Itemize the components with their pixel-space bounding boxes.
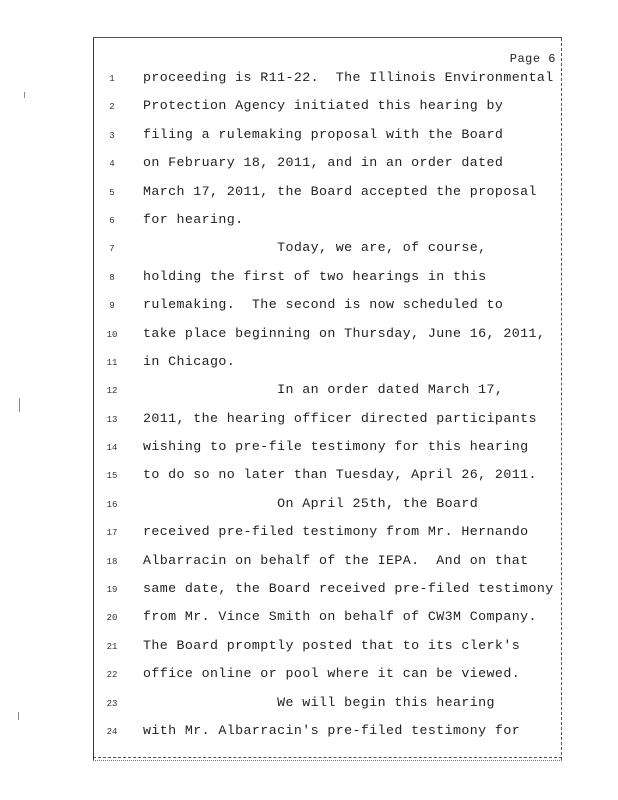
transcript-lines (93, 70, 562, 751)
line-number: 12 (106, 386, 118, 397)
line-number: 8 (109, 272, 115, 283)
transcript-line (93, 695, 562, 723)
line-text: rulemaking. The second is now scheduled to (143, 297, 504, 313)
line-text: holding the first of two hearings in this (143, 268, 487, 284)
scan-mark (24, 92, 25, 98)
transcript-line (93, 269, 562, 297)
line-text: March 17, 2011, the Board accepted the proposal (143, 183, 537, 199)
transcript-line (93, 326, 562, 354)
line-number: 1 (109, 74, 115, 84)
line-number: 15 (106, 471, 118, 482)
transcript-line (93, 411, 562, 439)
line-number: 2 (109, 102, 115, 113)
line-number: 21 (106, 641, 118, 652)
line-number: 10 (106, 329, 118, 340)
line-number: 24 (106, 726, 118, 737)
transcript-line (93, 524, 562, 552)
transcript-line (93, 240, 562, 268)
line-text: wishing to pre-file testimony for this hearing (143, 439, 529, 455)
line-text: with Mr. Albarracin's pre-filed testimony for (143, 722, 521, 738)
transcript-line (93, 212, 562, 240)
line-number: 20 (106, 613, 118, 624)
line-number: 17 (106, 528, 118, 539)
line-number: 5 (109, 187, 115, 198)
transcript-line (93, 184, 562, 212)
line-text: to do so no later than Tuesday, April 26, 2011. (143, 467, 537, 483)
line-text: 2011, the hearing officer directed participants (143, 410, 537, 426)
line-number: 7 (109, 244, 115, 255)
transcript-line (93, 638, 562, 666)
line-number: 9 (109, 301, 115, 312)
line-text: received pre-filed testimony from Mr. Hernando (143, 524, 529, 540)
line-text: for hearing. (143, 211, 244, 227)
transcript-line (93, 581, 562, 609)
line-text: We will begin this hearing (143, 694, 495, 710)
line-number: 13 (106, 414, 118, 425)
bottom-border-secondary (93, 760, 562, 761)
line-text: On April 25th, the Board (143, 495, 479, 511)
line-number: 16 (106, 499, 118, 510)
transcript-line (93, 98, 562, 126)
line-text: on February 18, 2011, and in an order dated (143, 155, 504, 171)
transcript-line (93, 439, 562, 467)
transcript-line (93, 127, 562, 155)
line-number: 4 (109, 159, 115, 170)
transcript-line (93, 467, 562, 495)
line-text: Albarracin on behalf of the IEPA. And on that (143, 552, 529, 568)
transcript-line (93, 155, 562, 183)
line-text: in Chicago. (143, 353, 236, 369)
line-number: 18 (106, 556, 118, 567)
transcript-line (93, 723, 562, 751)
line-number: 22 (106, 670, 118, 681)
bottom-border (93, 757, 562, 758)
transcript-line (93, 496, 562, 524)
line-text: office online or pool where it can be viewed. (143, 666, 521, 682)
scan-mark (18, 712, 19, 720)
line-text: Today, we are, of course, (143, 240, 487, 256)
transcript-line (93, 70, 562, 98)
transcript-line (93, 666, 562, 694)
line-text: filing a rulemaking proposal with the Board (143, 126, 504, 142)
page-number: Page 6 (509, 52, 556, 66)
line-number: 14 (106, 443, 118, 454)
line-text: same date, the Board received pre-filed testimony (143, 581, 554, 597)
transcript-line (93, 609, 562, 637)
transcript-line (93, 354, 562, 382)
line-number: 3 (109, 130, 115, 141)
line-text: from Mr. Vince Smith on behalf of CW3M Company. (143, 609, 537, 625)
scan-mark (19, 398, 20, 412)
transcript-line (93, 382, 562, 410)
transcript-line (93, 297, 562, 325)
line-text: In an order dated March 17, (143, 382, 504, 398)
line-number: 11 (106, 357, 118, 368)
line-number: 19 (106, 585, 118, 596)
line-text: take place beginning on Thursday, June 16, 2011, (143, 325, 546, 341)
line-number: 23 (106, 698, 118, 709)
line-text: Protection Agency initiated this hearing by (143, 98, 504, 114)
line-text: The Board promptly posted that to its clerk's (143, 637, 521, 653)
transcript-line (93, 553, 562, 581)
line-number: 6 (109, 215, 115, 226)
line-text: proceeding is R11-22. The Illinois Environmental (143, 70, 554, 85)
